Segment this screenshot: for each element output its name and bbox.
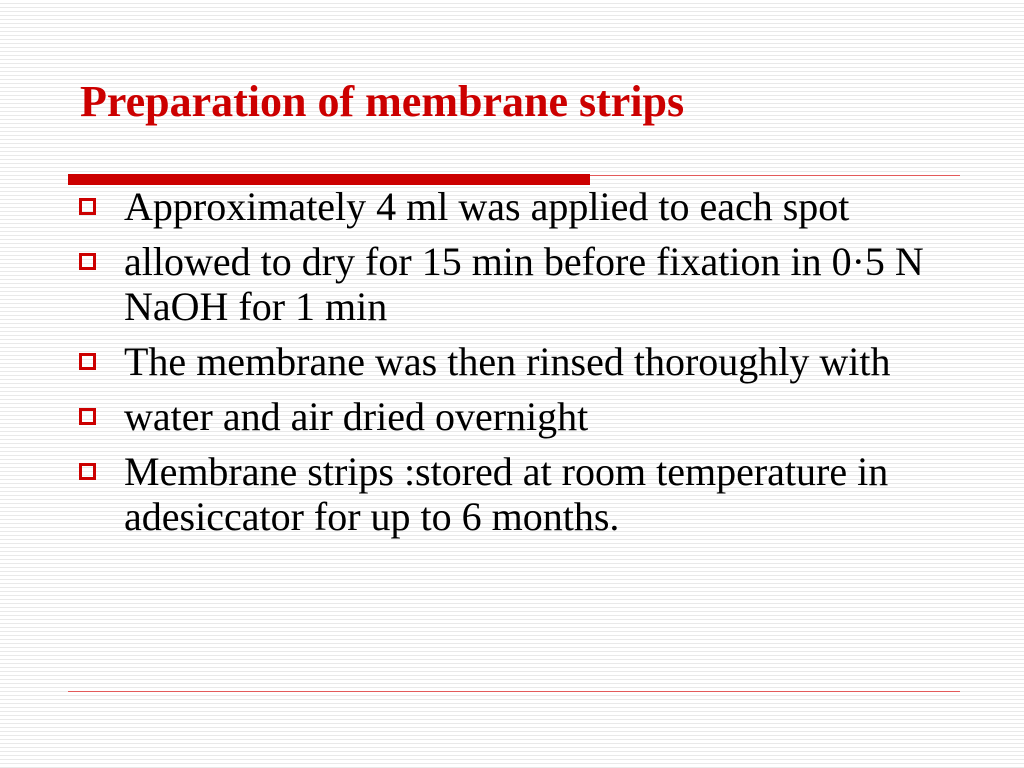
bullet-text: Membrane strips :stored at room temperature in adesiccator for up to 6 months. <box>124 449 889 539</box>
bullet-text: The membrane was then rinsed thoroughly with <box>124 339 891 384</box>
hollow-square-bullet-icon <box>79 463 96 480</box>
bullet-list <box>72 184 972 549</box>
hollow-square-bullet-icon <box>79 198 96 215</box>
bullet-item <box>72 339 972 384</box>
slide-title: Preparation of membrane strips <box>80 77 685 126</box>
bullet-item <box>72 394 972 439</box>
bullet-text: water and air dried overnight <box>124 394 589 439</box>
hollow-square-bullet-icon <box>79 353 96 370</box>
bottom-divider-line <box>68 691 960 692</box>
bullet-text: Approximately 4 ml was applied to each spot <box>124 184 850 229</box>
bullet-item <box>72 239 972 329</box>
bullet-item <box>72 184 972 229</box>
bullet-item <box>72 449 972 539</box>
hollow-square-bullet-icon <box>79 408 96 425</box>
bullet-text: allowed to dry for 15 min before fixation in 0·5 N NaOH for 1 min <box>124 239 924 329</box>
hollow-square-bullet-icon <box>79 253 96 270</box>
